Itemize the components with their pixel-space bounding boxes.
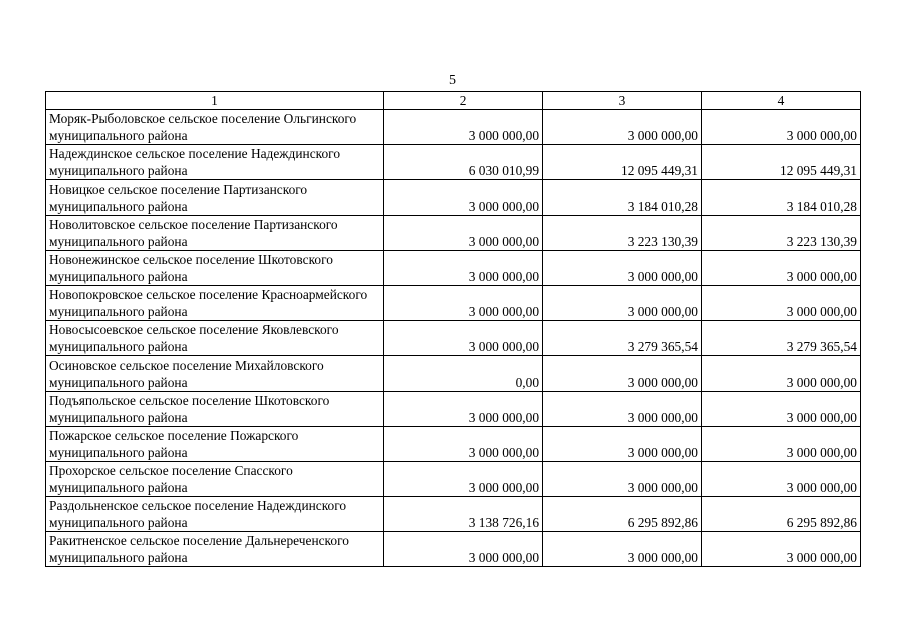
- settlement-name: Раздольненское сельское поселение Надеждинского муниципального района: [46, 497, 384, 532]
- amount-col-2: 3 000 000,00: [384, 110, 543, 145]
- column-header-3: 3: [543, 92, 702, 110]
- table-row: [46, 497, 861, 532]
- amount-col-4: 3 000 000,00: [702, 250, 861, 285]
- settlement-name: Новопокровское сельское поселение Красноармейского муниципального района: [46, 285, 384, 320]
- budget-table: [45, 91, 861, 567]
- settlement-name: Пожарское сельское поселение Пожарского муниципального района: [46, 426, 384, 461]
- amount-col-3: 12 095 449,31: [543, 145, 702, 180]
- table-row: [46, 180, 861, 215]
- table-row: [46, 426, 861, 461]
- amount-col-2: 3 000 000,00: [384, 250, 543, 285]
- settlement-name: Моряк-Рыболовское сельское поселение Ольгинского муниципального района: [46, 110, 384, 145]
- table-row: [46, 145, 861, 180]
- settlement-name: Прохорское сельское поселение Спасского муниципального района: [46, 461, 384, 496]
- column-header-4: 4: [702, 92, 861, 110]
- amount-col-2: 3 000 000,00: [384, 180, 543, 215]
- amount-col-4: 3 000 000,00: [702, 426, 861, 461]
- settlement-name: Новонежинское сельское поселение Шкотовского муниципального района: [46, 250, 384, 285]
- amount-col-4: 3 000 000,00: [702, 532, 861, 567]
- amount-col-4: 3 000 000,00: [702, 391, 861, 426]
- amount-col-4: 3 000 000,00: [702, 356, 861, 391]
- amount-col-4: 12 095 449,31: [702, 145, 861, 180]
- settlement-name: Подъяпольское сельское поселение Шкотовского муниципального района: [46, 391, 384, 426]
- amount-col-4: 3 279 365,54: [702, 321, 861, 356]
- amount-col-2: 3 000 000,00: [384, 285, 543, 320]
- amount-col-3: 3 184 010,28: [543, 180, 702, 215]
- page-number: 5: [449, 73, 456, 88]
- amount-col-3: 3 000 000,00: [543, 461, 702, 496]
- amount-col-3: 3 000 000,00: [543, 285, 702, 320]
- column-header-1: 1: [46, 92, 384, 110]
- amount-col-3: 3 000 000,00: [543, 426, 702, 461]
- column-header-2: 2: [384, 92, 543, 110]
- amount-col-2: 3 000 000,00: [384, 426, 543, 461]
- settlement-name: Надеждинское сельское поселение Надеждинского муниципального района: [46, 145, 384, 180]
- amount-col-4: 6 295 892,86: [702, 497, 861, 532]
- table-row: [46, 391, 861, 426]
- table-row: [46, 215, 861, 250]
- amount-col-2: 3 000 000,00: [384, 321, 543, 356]
- table-row: [46, 532, 861, 567]
- amount-col-2: 3 000 000,00: [384, 215, 543, 250]
- amount-col-2: 0,00: [384, 356, 543, 391]
- amount-col-3: 3 000 000,00: [543, 391, 702, 426]
- table-row: [46, 250, 861, 285]
- amount-col-3: 3 000 000,00: [543, 250, 702, 285]
- settlement-name: Осиновское сельское поселение Михайловского муниципального района: [46, 356, 384, 391]
- table-row: [46, 285, 861, 320]
- amount-col-4: 3 184 010,28: [702, 180, 861, 215]
- amount-col-3: 3 223 130,39: [543, 215, 702, 250]
- amount-col-3: 3 000 000,00: [543, 356, 702, 391]
- amount-col-4: 3 000 000,00: [702, 110, 861, 145]
- amount-col-2: 6 030 010,99: [384, 145, 543, 180]
- table-header-row: [46, 92, 861, 110]
- table-row: [46, 321, 861, 356]
- table-row: [46, 356, 861, 391]
- amount-col-2: 3 000 000,00: [384, 532, 543, 567]
- amount-col-4: 3 223 130,39: [702, 215, 861, 250]
- settlement-name: Новицкое сельское поселение Партизанского муниципального района: [46, 180, 384, 215]
- amount-col-2: 3 000 000,00: [384, 461, 543, 496]
- settlement-name: Новолитовское сельское поселение Партизанского муниципального района: [46, 215, 384, 250]
- table-row: [46, 461, 861, 496]
- amount-col-3: 3 000 000,00: [543, 110, 702, 145]
- amount-col-3: 3 279 365,54: [543, 321, 702, 356]
- amount-col-3: 3 000 000,00: [543, 532, 702, 567]
- settlement-name: Ракитненское сельское поселение Дальнереченского муниципального района: [46, 532, 384, 567]
- amount-col-4: 3 000 000,00: [702, 461, 861, 496]
- table-row: [46, 110, 861, 145]
- settlement-name: Новосысоевское сельское поселение Яковлевского муниципального района: [46, 321, 384, 356]
- amount-col-4: 3 000 000,00: [702, 285, 861, 320]
- amount-col-2: 3 000 000,00: [384, 391, 543, 426]
- amount-col-2: 3 138 726,16: [384, 497, 543, 532]
- amount-col-3: 6 295 892,86: [543, 497, 702, 532]
